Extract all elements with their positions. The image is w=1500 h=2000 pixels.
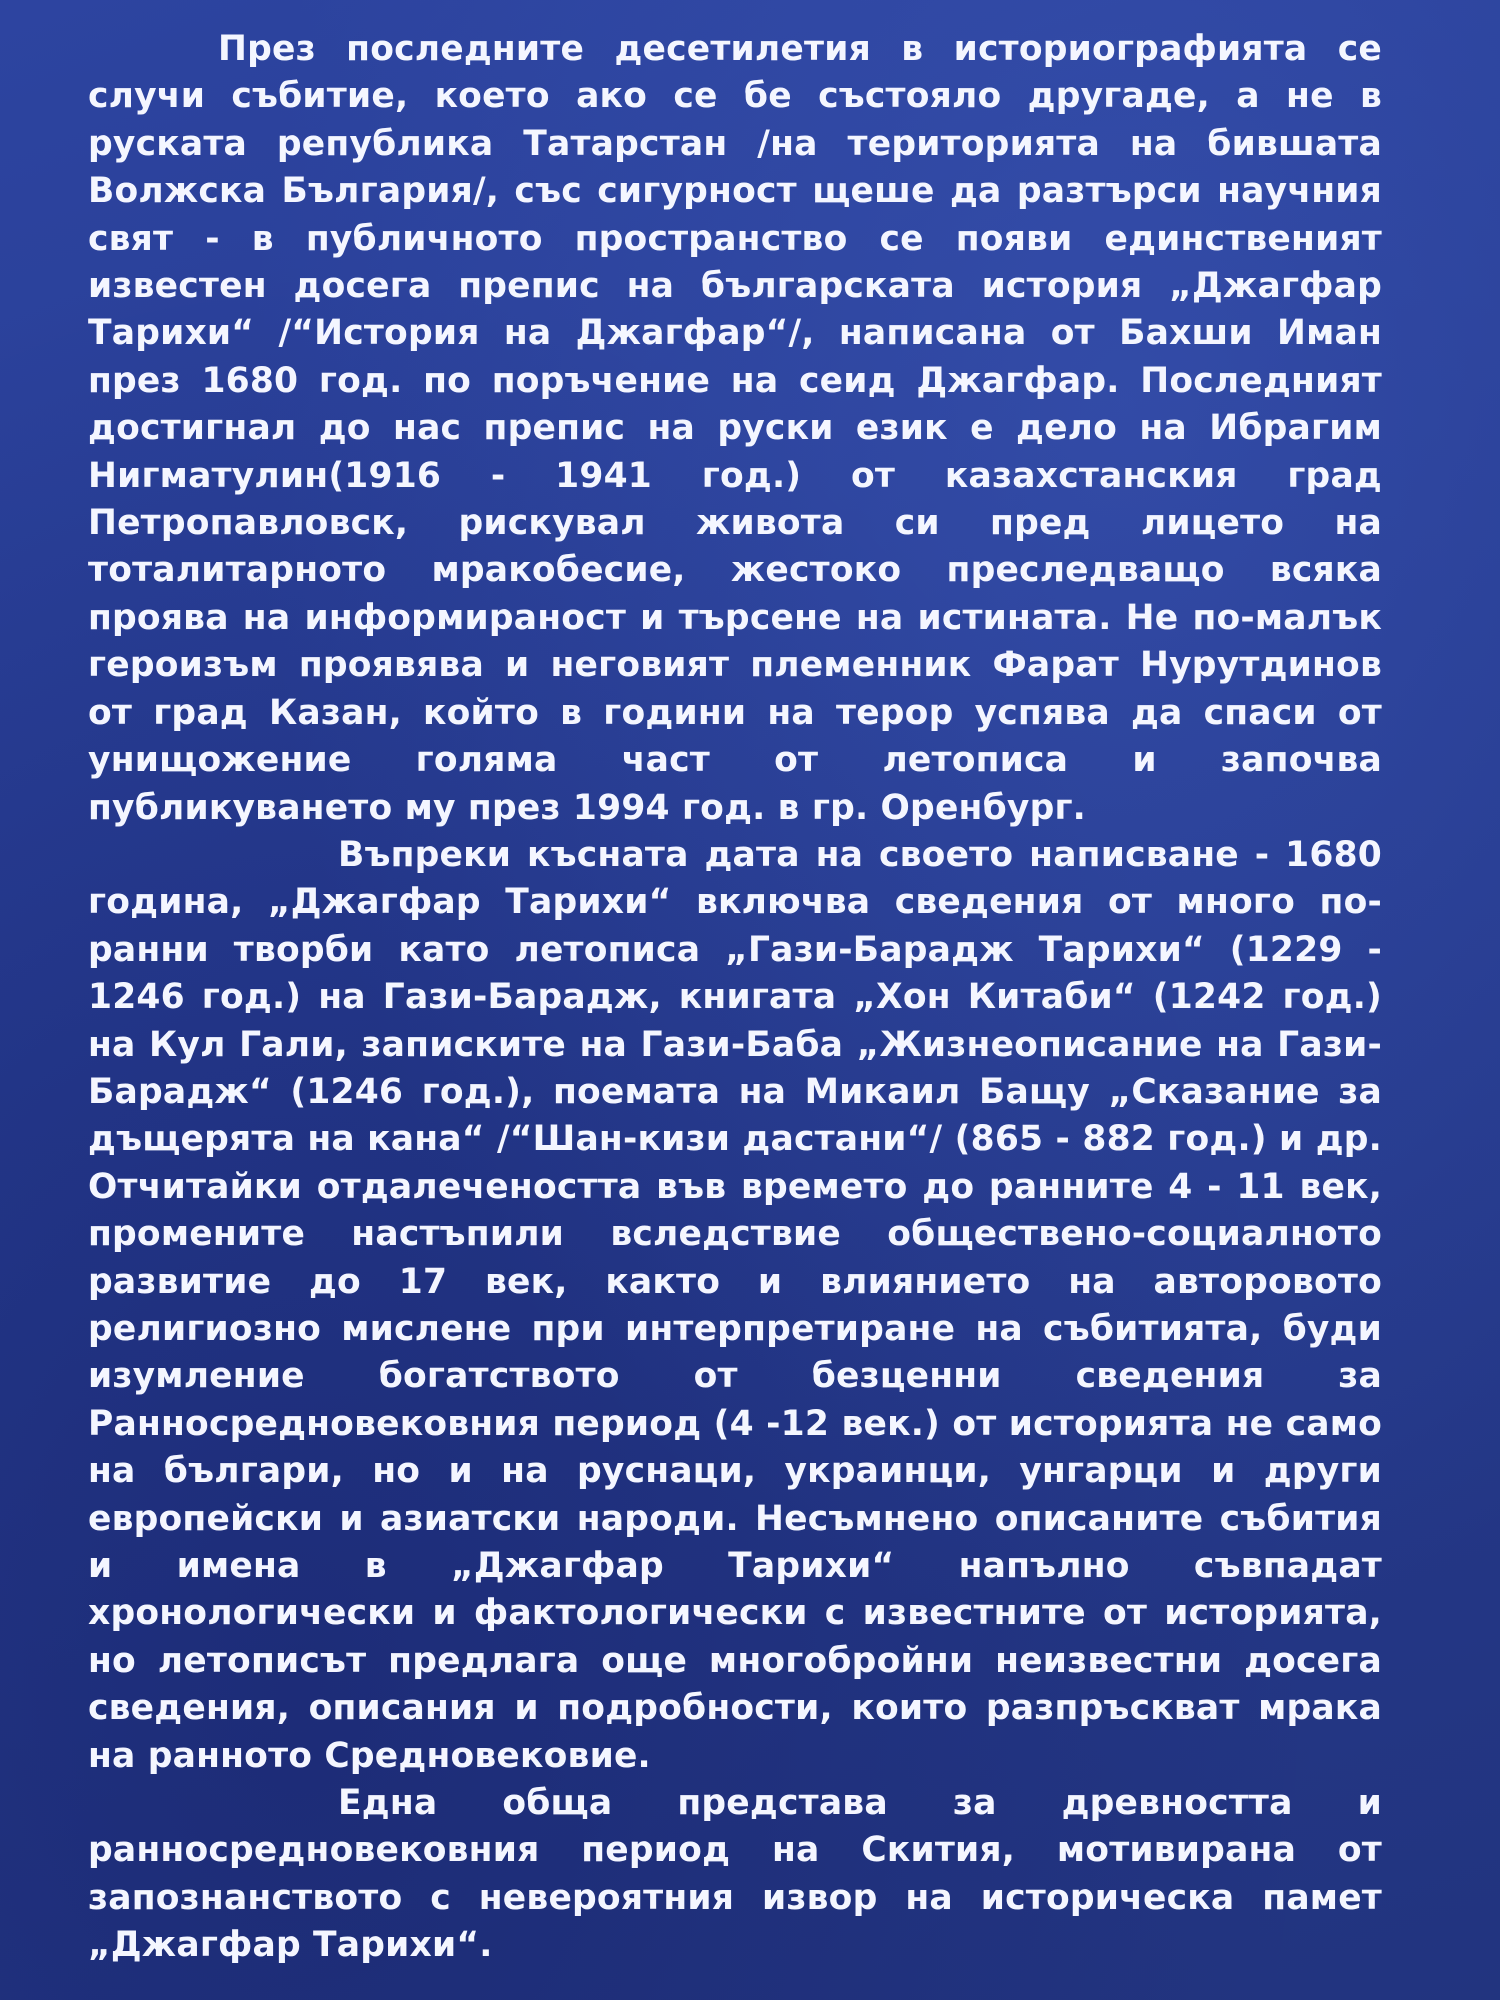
paragraph-2: Въпреки късната дата на своето написване - 1680 година, „Джагфар Тарихи“ включва сведения от много по-ранни творби като летописа „Гази-Барадж Тарихи“ (1229 - 1246 год.) на Гази-Барадж, книгата „Хон Китаби“ (1242 год.) на Кул Гали, записките на Гази-Баба „Жизнеописание на Гази-Барадж“ (1246 год.), поемата на Микаил Бащу „Сказание за дъщерята на кана“ /“Шан-кизи дастани“/ (865 - 882 год.) и др. Отчитайки отдалечеността във времето до ранните 4 - 11 век, промените настъпили вследствие обществено-социалното развитие до 17 век, както и влиянието на авторовото религиозно мислене при интерпретиране на събитията, буди изумление богатството от безценни сведения за Ранносредновековния период (4 -12 век.) от историята не само на българи, но и на руснаци, украинци, унгарци и други европейски и азиатски народи. Несъмнено описаните събития и имена в „Джагфар Тарихи“ напълно съвпадат хронологически и фактологически с известните от историята, но летописът предлага още многобройни неизвестни досега сведения, описания и подробности, които разпръскват мрака на ранното Средновековие. (88, 834, 1382, 1776)
paragraph-3: Една обща представа за древността и ранносредновековния период на Скития, мотивирана от запознанството с невероятния извор на историческа памет „Джагфар Тарихи“. (88, 1783, 1382, 1966)
paragraph-1: През последните десетилетия в историографията се случи събитие, което ако се бе състояло другаде, а не в руската република Татарстан /на територията на бившата Волжска България/, със сигурност щеше да разтърси научния свят - в публичното пространство се появи единственият известен досега препис на българската история „Джагфар Тарихи“ /“История на Джагфар“/, написана от Бахши Иман през 1680 год. по поръчение на сеид Джагфар. Последният достигнал до нас препис на руски език е дело на Ибрагим Нигматулин(1916 - 1941 год.) от казахстанския град Петропавловск, рискувал живота си пред лицето на тоталитарното мракобесие, жестоко преследващо всяка проява на информираност и търсене на истината. Не по-малък героизъм проявява и неговият племенник Фарат Нурутдинов от град Казан, който в години на терор успява да спаси от унищожение голяма част от летописа и започва публикуването му през 1994 год. в гр. Оренбург. (88, 29, 1382, 828)
cover-text-block (88, 26, 1382, 1970)
